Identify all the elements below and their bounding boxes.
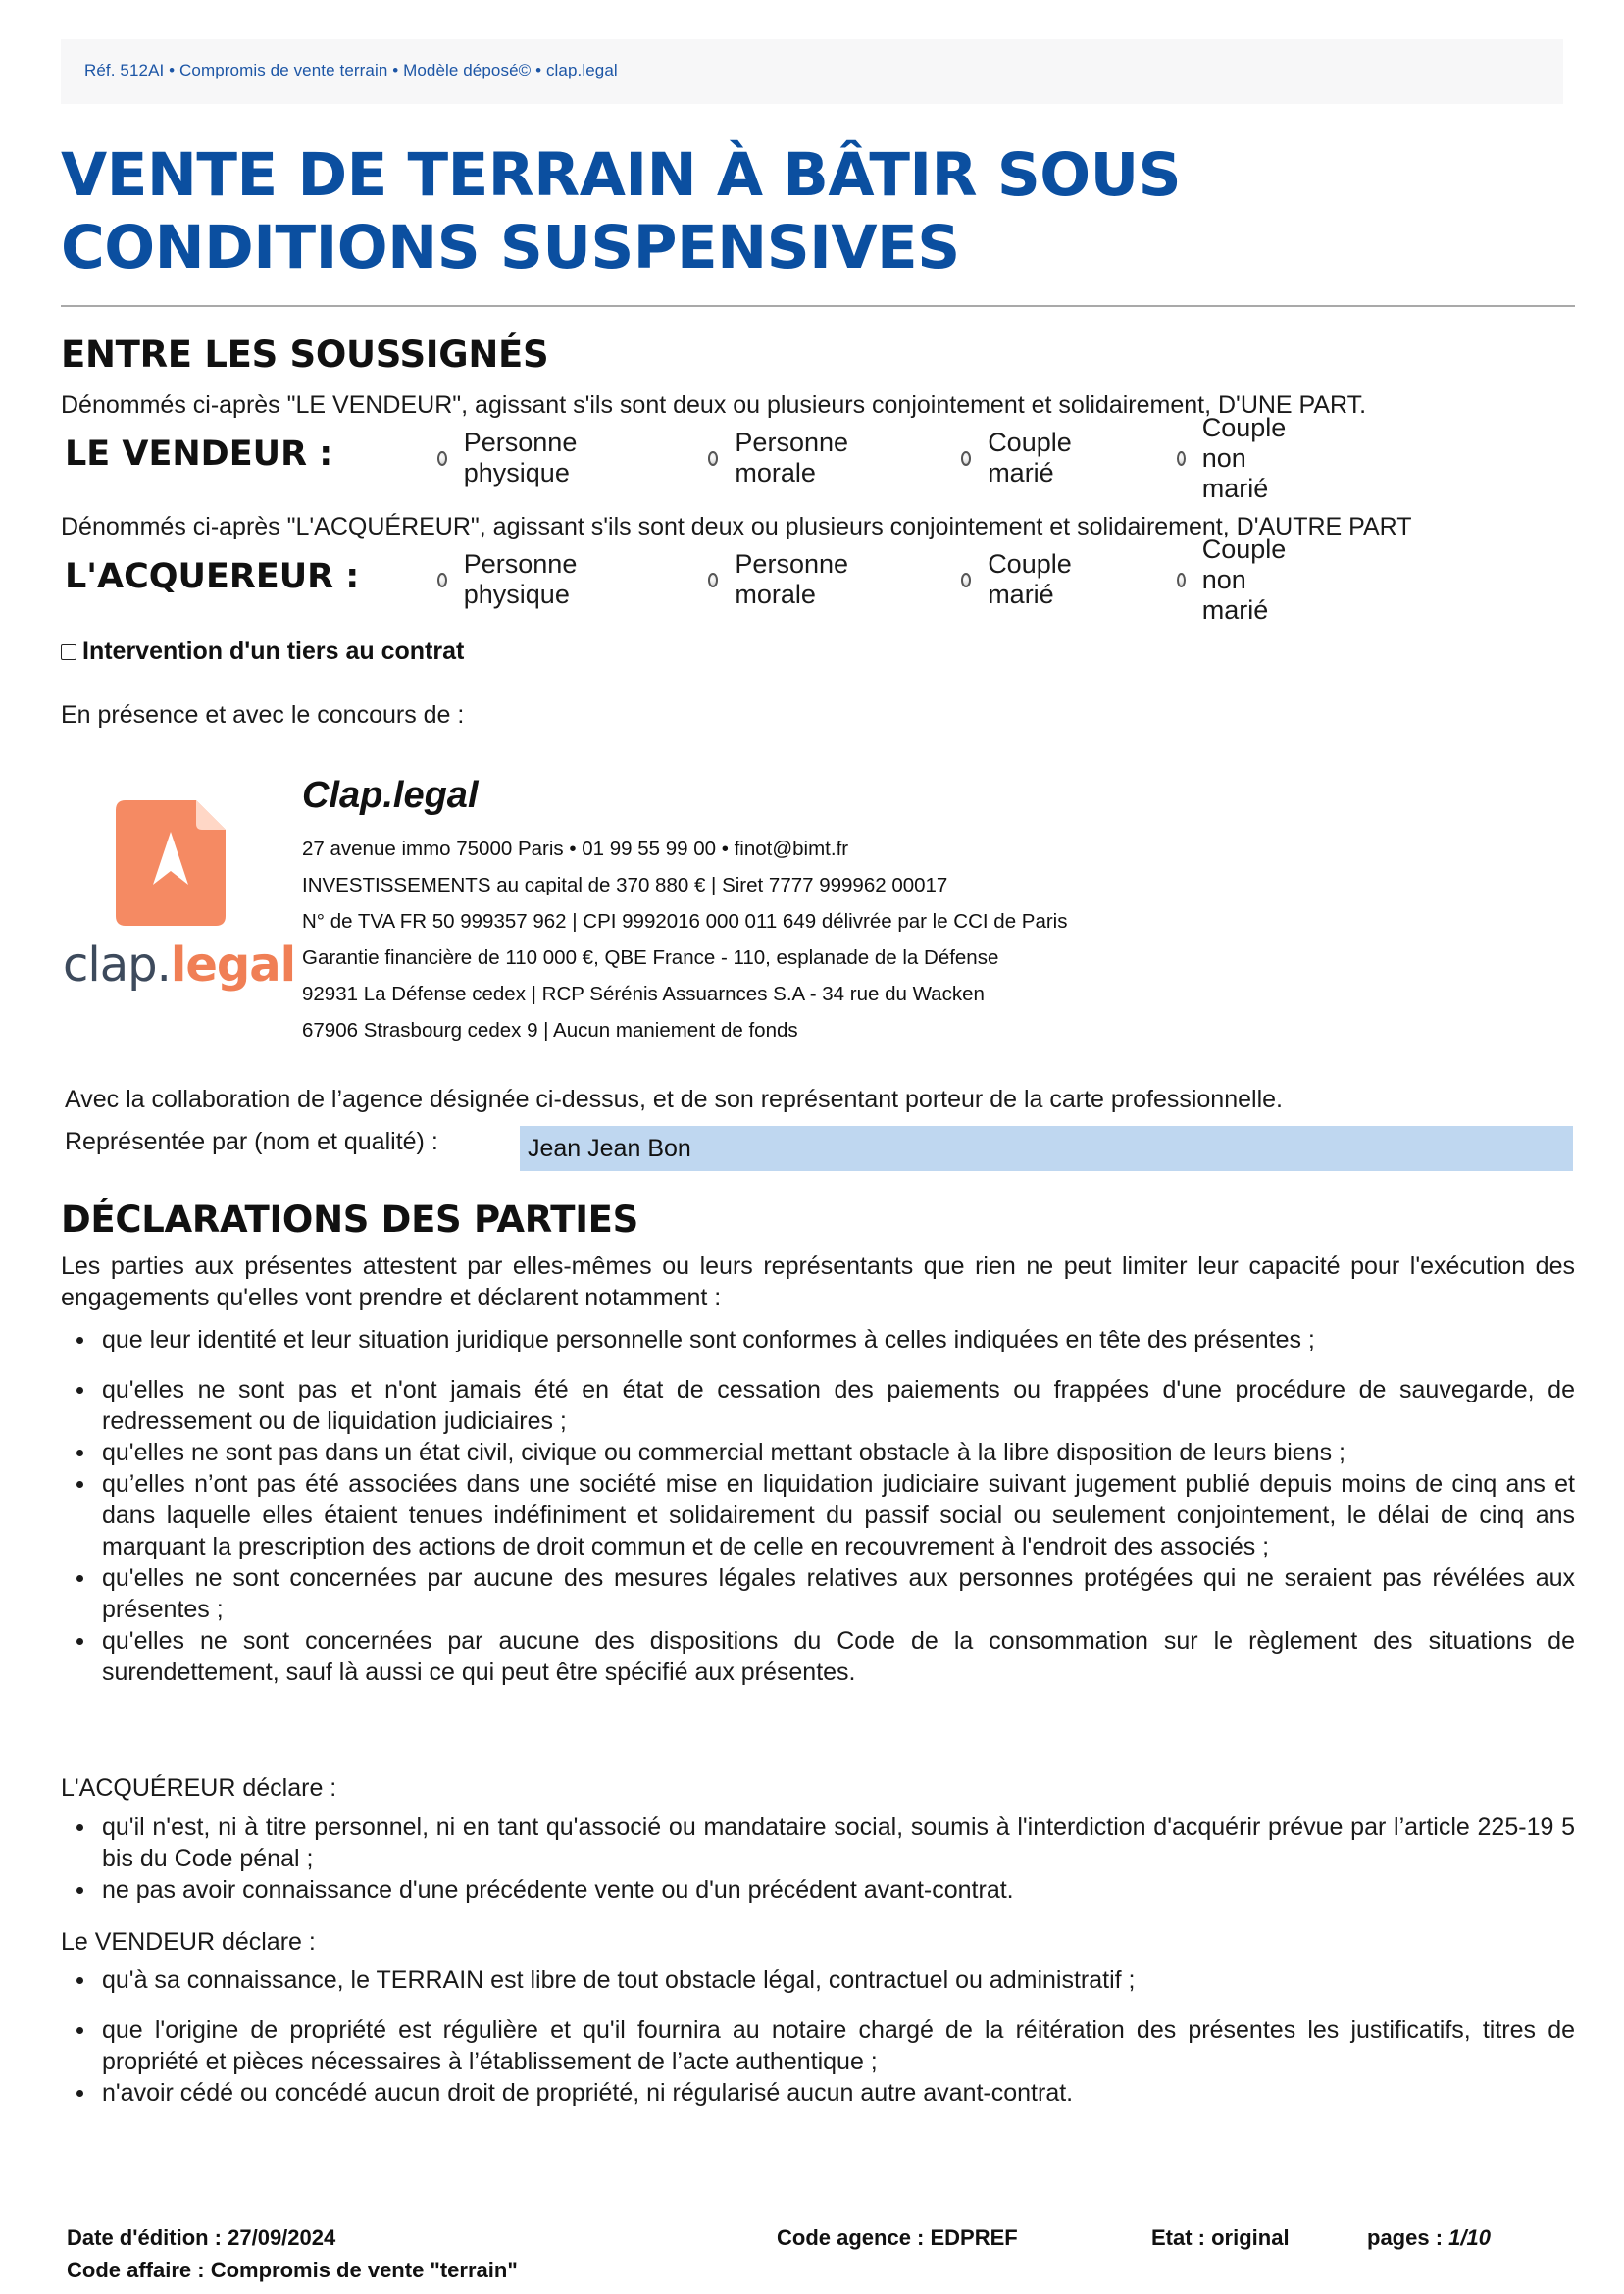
document-title: VENTE DE TERRAIN À BÂTIR SOUS CONDITIONS SUSPENSIVES (61, 140, 1182, 282)
radio-circle-icon[interactable] (437, 573, 447, 587)
list-item: qu'elles ne sont concernées par aucune des dispositions du Code de la consommation sur le règlement des situations de surendettement, sauf là aussi ce qui peut être spécifié aux présentes. (61, 1625, 1575, 1688)
seller-label: LE VENDEUR : (65, 434, 333, 474)
buyer-intro: Dénommés ci-après "L'ACQUÉREUR", agissant s'ils sont deux ou plusieurs conjointement et solidairement, D'AUTRE PART (61, 513, 1412, 540)
seller-radio-couple-marie[interactable]: Couple marié (961, 440, 1077, 476)
list-item: qu'elles ne sont pas et n'ont jamais été en état de cessation des paiements ou frappées d'une procédure de sauvegarde, de redressement ou de liquidation judiciaires ; (61, 1374, 1575, 1437)
agency-logo (61, 790, 296, 996)
title-divider (61, 305, 1575, 307)
list-item: que leur identité et leur situation juridique personnelle sont conformes à celles indiquées en tête des présentes ; (61, 1324, 1575, 1355)
list-item: qu’elles n’ont pas été associées dans une société mise en liquidation judiciaire suivant jugement publié depuis moins de cinq ans et dans laquelle elles étaient tenues indéfiniment et solidairement du passif social ou seulement conjointement, le délai de cinq ans marquant la prescription des actions de droit commun et de celle en recouvrement à l'endroit des associés ; (61, 1468, 1575, 1562)
buyer-radio-couple-marie[interactable]: Couple marié (961, 562, 1077, 597)
seller-declarations-list (61, 2014, 1575, 2109)
list-item: ne pas avoir connaissance d'une précédente vente ou d'un précédent avant-contrat. (61, 1874, 1575, 1906)
radio-circle-icon[interactable] (1177, 451, 1186, 466)
third-party-label: Intervention d'un tiers au contrat (82, 637, 465, 665)
radio-circle-icon[interactable] (437, 451, 447, 466)
radio-circle-icon[interactable] (961, 573, 971, 587)
list-item: qu'il n'est, ni à titre personnel, ni en tant qu'associé ou mandataire social, soumis à l'interdiction d'acquérir prévue par l’article 225-19 5 bis du Code pénal ; (61, 1811, 1575, 1874)
footer-pages: pages : 1/10 (1367, 2225, 1491, 2250)
list-item: qu'elles ne sont pas dans un état civil, civique ou commercial mettant obstacle à la libre disposition de leurs biens ; (61, 1437, 1575, 1468)
buyer-radio-couple-non-marie[interactable]: Couple non marié (1177, 562, 1293, 597)
document-logo-icon (116, 800, 226, 926)
buyer-label: L'ACQUEREUR : (65, 557, 360, 596)
agency-line: 92931 La Défense cedex | RCP Sérénis Assuarnces S.A - 34 rue du Wacken (302, 983, 985, 1005)
footer-agency-code: Code agence : EDPREF (777, 2225, 1018, 2250)
declarations-list-first (61, 1324, 1575, 1355)
buyer-declares-heading: L'ACQUÉREUR déclare : (61, 1774, 337, 1802)
radio-circle-icon[interactable] (708, 573, 718, 587)
radio-circle-icon[interactable] (961, 451, 971, 466)
seller-radio-couple-non-marie[interactable]: Couple non marié (1177, 440, 1293, 476)
buyer-radio-personne-physique[interactable]: Personne physique (437, 562, 583, 597)
footer-state: Etat : original (1151, 2225, 1290, 2250)
list-item: que l'origine de propriété est régulière et qu'il fournira au notaire chargé de la réitération des présentes les justificatifs, titres de propriété et pièces nécessaires à l’établissement de l’acte authentique ; (61, 2014, 1575, 2077)
agency-line: 27 avenue immo 75000 Paris • 01 99 55 99 00 • finot@bimt.fr (302, 838, 849, 860)
presence-text: En présence et avec le concours de : (61, 701, 465, 729)
declarations-heading: DÉCLARATIONS DES PARTIES (61, 1198, 638, 1241)
reference-text: Réf. 512AI • Compromis de vente terrain • Modèle déposé© • clap.legal (84, 61, 618, 79)
reference-bar (61, 39, 1563, 104)
footer-code-affaire: Code affaire : Compromis de vente "terrain" (67, 2258, 518, 2282)
parties-heading: ENTRE LES SOUSSIGNÉS (61, 333, 549, 376)
agency-name: Clap.legal (302, 775, 479, 816)
seller-declares-heading: Le VENDEUR déclare : (61, 1928, 316, 1956)
agency-line: INVESTISSEMENTS au capital de 370 880 € | Siret 7777 999962 00017 (302, 874, 948, 896)
seller-radio-personne-physique[interactable]: Personne physique (437, 440, 583, 476)
buyer-declarations-list (61, 1811, 1575, 1906)
list-item: qu'à sa connaissance, le TERRAIN est libre de tout obstacle légal, contractuel ou administratif ; (61, 1964, 1575, 1996)
footer-edition-date: Date d'édition : 27/09/2024 (67, 2225, 336, 2250)
represented-by-label: Représentée par (nom et qualité) : (65, 1128, 438, 1155)
declarations-intro: Les parties aux présentes attestent par elles-mêmes ou leurs représentants que rien ne peut limiter leur capacité pour l'exécution des engagements qu'elles vont prendre et déclarent notamment : (61, 1252, 1575, 1311)
seller-intro: Dénommés ci-après "LE VENDEUR", agissant s'ils sont deux ou plusieurs conjointement et solidairement, D'UNE PART. (61, 391, 1367, 419)
agency-line: Garantie financière de 110 000 €, QBE France - 110, esplanade de la Défense (302, 946, 999, 969)
third-party-checkbox[interactable] (61, 644, 76, 660)
third-party-checkbox-row[interactable] (61, 637, 464, 666)
radio-circle-icon[interactable] (1177, 573, 1186, 587)
collaboration-text: Avec la collaboration de l’agence désignée ci-dessus, et de son représentant porteur de la carte professionnelle. (65, 1086, 1283, 1113)
declarations-list (61, 1374, 1575, 1688)
logo-wordmark: clap.legal (63, 938, 296, 993)
buyer-radio-personne-morale[interactable]: Personne morale (708, 562, 853, 597)
seller-radio-personne-morale[interactable]: Personne morale (708, 440, 853, 476)
agency-line: N° de TVA FR 50 999357 962 | CPI 9992016 000 011 649 délivrée par le CCI de Paris (302, 910, 1068, 933)
radio-circle-icon[interactable] (708, 451, 718, 466)
list-item: qu'elles ne sont concernées par aucune des mesures légales relatives aux personnes protégées qui ne seraient pas révélées aux présentes ; (61, 1562, 1575, 1625)
represented-by-input[interactable] (520, 1126, 1573, 1171)
seller-declarations-list-first (61, 1964, 1575, 1996)
agency-line: 67906 Strasbourg cedex 9 | Aucun maniement de fonds (302, 1019, 798, 1042)
list-item: n'avoir cédé ou concédé aucun droit de propriété, ni régularisé aucun autre avant-contrat. (61, 2077, 1575, 2109)
